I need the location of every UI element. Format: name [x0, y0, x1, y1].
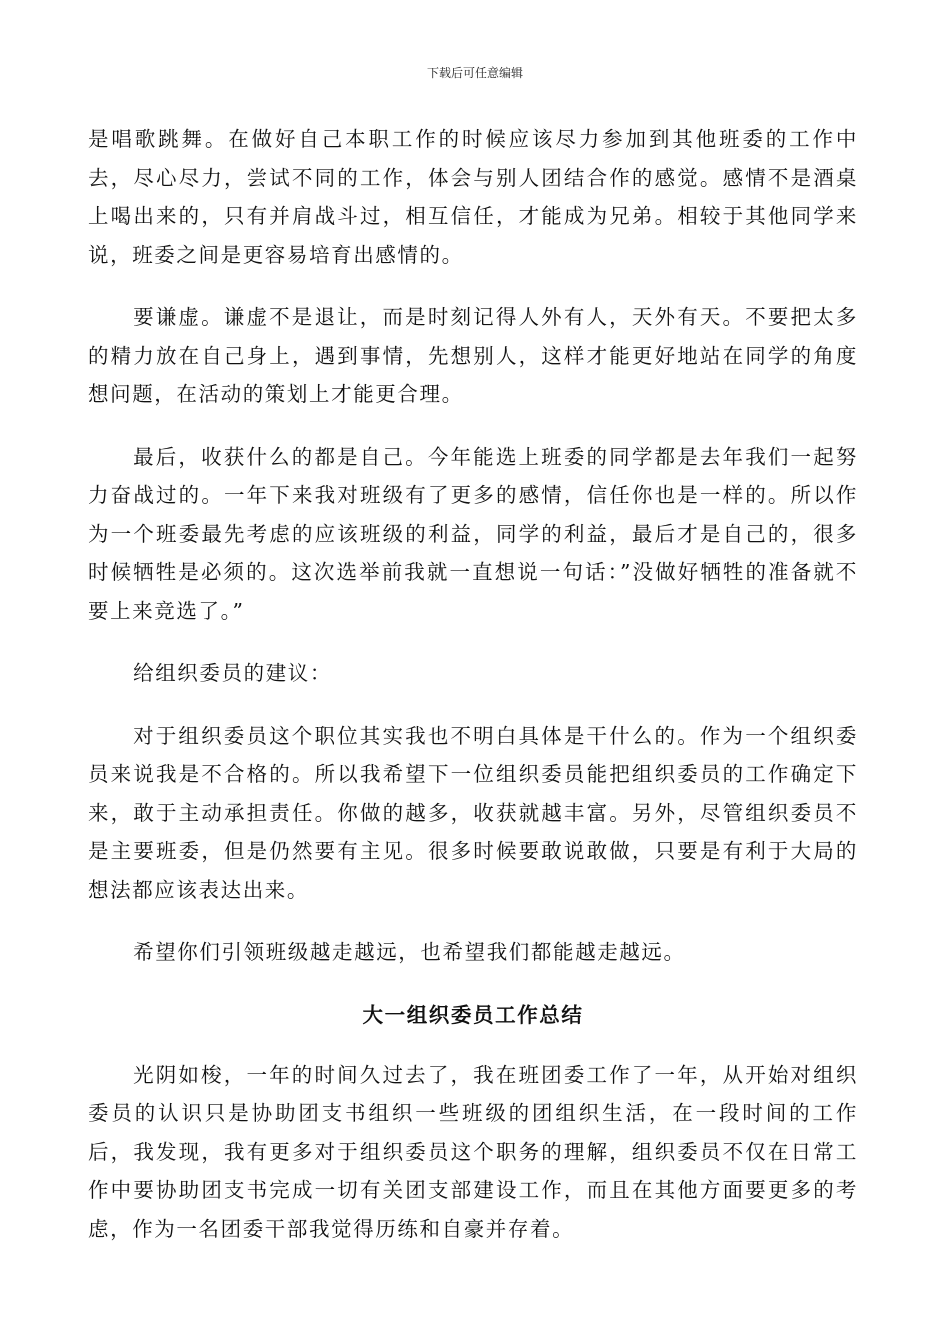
paragraph-finally: 最后，收获什么的都是自己。今年能选上班委的同学都是去年我们一起努力奋战过的。一年下来我对班级有了更多的感情，信任你也是一样的。所以作为一个班委最先考虑的应该班级的利益，同学的利益，最后才是自己的，很多时候牺牲是必须的。这次选举前我就一直想说一句话：”没做好牺牲的准备就不要上来竞选了。” [88, 444, 858, 623]
section-title: 大一组织委员工作总结 [362, 1002, 584, 1027]
paragraph-advice: 对于组织委员这个职位其实我也不明白具体是干什么的。作为一个组织委员来说我是不合格的。所以我希望下一位组织委员能把组织委员的工作确定下来，敢于主动承担责任。你做的越多，收获就越丰富。另外，尽管组织委员不是主要班委，但是仍然要有主见。很多时候要敢说敢做，只要是有利于大局的想法都应该表达出来。 [88, 723, 858, 902]
header-note: 下载后可任意编辑 [426, 66, 523, 80]
paragraph-continued: 是唱歌跳舞。在做好自己本职工作的时候应该尽力参加到其他班委的工作中去，尽心尽力，尝试不同的工作，体会与别人团结合作的感觉。感情不是酒桌上喝出来的，只有并肩战斗过，相互信任，才能成为兄弟。相较于其他同学来说，班委之间是更容易培育出感情的。 [88, 127, 858, 267]
paragraph-wish: 希望你们引领班级越走越远，也希望我们都能越走越远。 [133, 940, 686, 964]
paragraph-humility: 要谦虚。谦虚不是退让，而是时刻记得人外有人，天外有天。不要把太多的精力放在自己身上，遇到事情，先想别人，这样才能更好地站在同学的角度想问题，在活动的策划上才能更合理。 [88, 305, 858, 406]
document-body [88, 120, 858, 1272]
section-paragraph: 光阴如梭，一年的时间久过去了，我在班团委工作了一年，从开始对组织委员的认识只是协助团支书组织一些班级的团组织生活，在一段时间的工作后，我发现，我有更多对于组织委员这个职务的理解，组织委员不仅在日常工作中要协助团支书完成一切有关团支部建设工作，而且在其他方面要更多的考虑，作为一名团委干部我觉得历练和自豪并存着。 [88, 1062, 858, 1241]
paragraph-advice-heading: 给组织委员的建议： [133, 661, 332, 685]
